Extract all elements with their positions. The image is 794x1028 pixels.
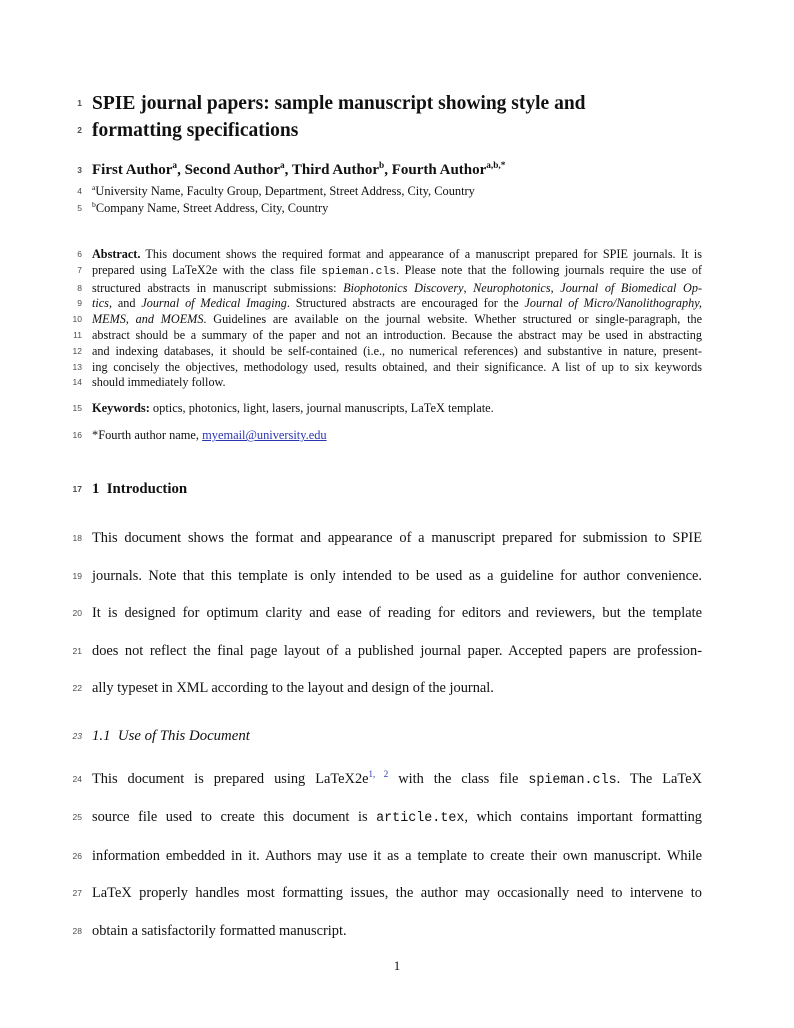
line-number: 25 xyxy=(72,812,82,823)
line-content xyxy=(92,427,702,443)
line-content xyxy=(92,344,702,360)
text-segment: , Second Author xyxy=(177,162,281,178)
abstract-line xyxy=(0,375,794,391)
line-content xyxy=(92,312,702,328)
text-segment: information embedded in it. Authors may use it as a template to create their own manuscript. While xyxy=(92,847,702,864)
text-segment: does not reflect the final page layout of a published journal paper. Accepted papers are profession- xyxy=(92,642,702,659)
line-content xyxy=(92,761,702,800)
line-number: 10 xyxy=(72,314,82,325)
text-segment: , which contains important formatting xyxy=(464,809,702,826)
abstract-line xyxy=(0,247,794,263)
section-heading xyxy=(0,479,794,499)
line-number: 17 xyxy=(72,484,82,495)
text-segment: 1 Introduction xyxy=(92,481,188,498)
text-segment: spieman.cls xyxy=(321,265,397,278)
line-number: 23 xyxy=(72,730,82,741)
line-content xyxy=(92,799,702,838)
author-footnote-line xyxy=(0,427,794,443)
text-segment: a xyxy=(92,182,96,192)
text-segment: and indexing databases, it should be self-contained (i.e., no numerical references) and substantive in nature, present- xyxy=(92,343,702,358)
line-number: 21 xyxy=(72,645,82,656)
line-content xyxy=(92,281,702,297)
line-number: 2 xyxy=(77,125,82,135)
abstract-line xyxy=(0,344,794,360)
line-content xyxy=(92,90,702,117)
text-segment: *Fourth author name, xyxy=(92,428,203,443)
text-segment: , Fourth Author xyxy=(384,162,487,178)
text-segment: First Author xyxy=(92,162,173,178)
text-segment: Journal of Medical Imaging xyxy=(141,296,287,311)
abstract-line xyxy=(0,281,794,297)
text-segment: structured abstracts in manuscript submissions: xyxy=(92,280,344,295)
line-number: 13 xyxy=(72,361,82,372)
text-segment: , xyxy=(463,280,474,295)
line-number: 26 xyxy=(72,850,82,861)
paragraph-line xyxy=(0,520,794,558)
paragraph-line xyxy=(0,875,794,913)
text-segment: . Please note that the following journals require the use of xyxy=(396,262,702,277)
line-content xyxy=(92,375,702,391)
line-number: 3 xyxy=(77,165,82,175)
line-content xyxy=(92,296,702,312)
text-segment: tics xyxy=(92,296,109,311)
abstract-line xyxy=(0,296,794,312)
text-segment: Biophotonics Discovery xyxy=(343,280,464,295)
line-content xyxy=(92,328,702,344)
line-content xyxy=(92,479,702,499)
paragraph-line xyxy=(0,838,794,876)
affiliation-line xyxy=(0,200,794,217)
text-segment: , xyxy=(550,280,561,295)
text-segment: with the class file xyxy=(388,770,529,787)
line-content xyxy=(92,670,702,708)
line-number: 6 xyxy=(77,249,82,259)
line-content xyxy=(92,160,702,180)
line-number: 15 xyxy=(72,403,82,414)
text-segment: a,b,* xyxy=(486,161,506,171)
paragraph-line xyxy=(0,558,794,596)
line-content xyxy=(92,558,702,596)
line-content xyxy=(92,117,702,144)
text-segment: Journal of Micro/Nanolithography, xyxy=(524,296,702,311)
paper-title-line xyxy=(0,117,794,144)
line-number: 24 xyxy=(72,773,82,784)
line-content xyxy=(92,838,702,876)
paper-title-line xyxy=(0,90,794,117)
text-segment: b xyxy=(379,161,385,171)
text-segment: MEMS, and MOEMS xyxy=(92,312,204,327)
text-segment: , Third Author xyxy=(284,162,380,178)
page-number: 1 xyxy=(393,958,401,974)
text-segment: prepared using LaTeX2e with the class file xyxy=(92,262,322,277)
text-segment: LaTeX properly handles most formatting issues, the author may occasionally need to intervene to xyxy=(92,885,702,902)
text-segment: journals. Note that this template is only intended to be used as a guideline for author convenience. xyxy=(92,567,702,584)
text-segment: This document is prepared using LaTeX2e xyxy=(92,770,369,787)
text-segment: Journal of Biomedical Op- xyxy=(560,280,703,295)
text-segment: formatting specifications xyxy=(92,120,299,141)
line-content xyxy=(92,913,702,951)
line-number: 12 xyxy=(72,345,82,356)
text-segment: article.tex xyxy=(376,811,465,827)
line-content xyxy=(92,247,702,263)
line-number: 18 xyxy=(72,533,82,544)
line-content xyxy=(92,726,702,746)
line-content xyxy=(92,263,702,281)
line-number: 27 xyxy=(72,888,82,899)
text-segment: optics, photonics, light, lasers, journal manuscripts, LaTeX template. xyxy=(149,401,494,416)
keywords-line xyxy=(0,400,794,416)
line-number: 11 xyxy=(73,329,82,340)
paragraph-line xyxy=(0,595,794,633)
line-number: 5 xyxy=(77,203,82,213)
text-segment: Neurophotonics xyxy=(473,280,551,295)
text-segment: . Structured abstracts are encouraged for the xyxy=(286,296,525,311)
abstract-line xyxy=(0,263,794,281)
line-number: 20 xyxy=(72,608,82,619)
text-segment: a xyxy=(280,161,285,171)
line-content xyxy=(92,633,702,671)
text-segment: abstract should be a summary of the paper and not an introduction. Because the abstract may be used in abstracting xyxy=(92,327,702,342)
line-content xyxy=(92,875,702,913)
affiliation-line xyxy=(0,183,794,200)
paragraph-line xyxy=(0,799,794,838)
line-number: 16 xyxy=(72,430,82,441)
text-segment: ally typeset in XML according to the layout and design of the journal. xyxy=(92,680,494,697)
line-number: 9 xyxy=(77,298,82,309)
line-number: 19 xyxy=(72,570,82,581)
text-segment: b xyxy=(92,199,96,209)
text-segment: Abstract. xyxy=(92,247,141,261)
text-segment: source file used to create this document is xyxy=(92,809,377,826)
line-number: 4 xyxy=(77,186,82,196)
author-line xyxy=(0,160,794,180)
line-number: 14 xyxy=(72,377,82,388)
line-content xyxy=(92,400,702,416)
text-segment: Keywords: xyxy=(92,401,150,416)
paragraph-line xyxy=(0,913,794,951)
text-segment: ing concisely the objectives, methodology used, results obtained, and their significance. A list of up to six keywords xyxy=(92,359,702,374)
text-segment: obtain a satisfactorily formatted manuscript. xyxy=(92,922,347,939)
abstract-line xyxy=(0,328,794,344)
line-number: 1 xyxy=(77,98,82,108)
line-content xyxy=(92,595,702,633)
line-content xyxy=(92,183,702,200)
subsection-heading xyxy=(0,726,794,746)
paragraph-line xyxy=(0,761,794,800)
text-segment: . Guidelines are available on the journal website. Whether structured or single-paragraph, the xyxy=(203,312,702,327)
line-content xyxy=(92,520,702,558)
document-lines xyxy=(0,90,794,950)
text-segment: SPIE journal papers: sample manuscript showing style and xyxy=(92,93,586,114)
paragraph-line xyxy=(0,670,794,708)
line-number: 8 xyxy=(77,282,82,293)
email-link[interactable]: myemail@university.edu xyxy=(202,428,327,443)
abstract-line xyxy=(0,360,794,376)
text-segment: a xyxy=(172,161,178,171)
line-number: 22 xyxy=(72,683,82,694)
abstract-line xyxy=(0,312,794,328)
line-number: 28 xyxy=(72,925,82,936)
text-segment: University Name, Faculty Group, Department, Street Address, City, Country xyxy=(95,184,475,198)
line-content xyxy=(92,360,702,376)
text-segment: This document shows the format and appearance of a manuscript prepared for submission to SPIE xyxy=(92,530,702,547)
text-segment: This document shows the required format and appearance of a manuscript prepared for SPIE journals. It is xyxy=(145,247,702,261)
text-segment: Company Name, Street Address, City, Country xyxy=(95,201,329,215)
text-segment: . The LaTeX xyxy=(616,770,702,787)
text-segment: spieman.cls xyxy=(528,772,617,788)
text-segment: 1.1 Use of This Document xyxy=(92,727,250,744)
text-segment: It is designed for optimum clarity and ease of reading for editors and reviewers, but the template xyxy=(92,605,702,622)
line-content xyxy=(92,200,702,217)
paragraph-line xyxy=(0,633,794,671)
citation-link[interactable]: 1, 2 xyxy=(368,768,389,779)
line-number: 7 xyxy=(77,264,82,275)
text-segment: should immediately follow. xyxy=(92,375,226,390)
text-segment: , and xyxy=(108,296,142,311)
